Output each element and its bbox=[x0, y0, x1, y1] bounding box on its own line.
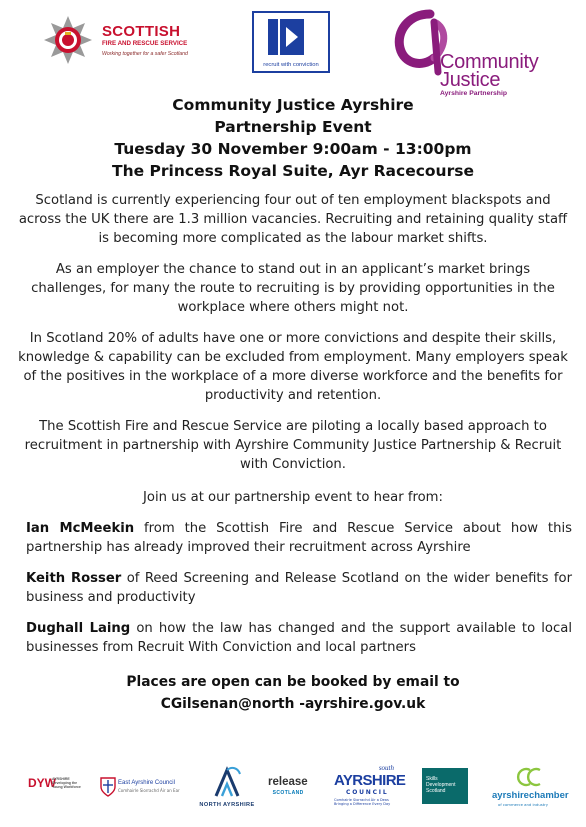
dyw-small: AYRSHIRE Developing the Young Workforce bbox=[52, 777, 81, 789]
event-title-line2: Partnership Event bbox=[214, 118, 372, 136]
paragraph-employer: As an employer the chance to stand out in an applicant’s market brings challenges, for many the route to recruiting is by providing opportunities in the workplace where others might not. bbox=[31, 262, 555, 315]
speaker-text: on how the law has changed and the support available to local businesses from Recruit With Conviction and local partners bbox=[26, 621, 572, 655]
event-venue: The Princess Royal Suite, Ayr Racecourse bbox=[112, 162, 474, 180]
recruit-with-conviction-logo bbox=[252, 11, 330, 73]
cj-line1: Community bbox=[440, 51, 539, 73]
sfrs-badge-icon bbox=[40, 14, 96, 70]
flyer-content bbox=[0, 94, 586, 715]
event-title-line1: Community Justice Ayrshire bbox=[172, 96, 414, 114]
release-scotland-logo bbox=[268, 776, 308, 796]
south-ayrshire-logo bbox=[334, 764, 406, 814]
sfrs-subtitle: FIRE AND RESCUE SERVICE bbox=[102, 40, 188, 47]
sfrs-logo bbox=[40, 14, 200, 70]
nayr-mark-icon bbox=[196, 764, 258, 800]
eac-sub: Comhairle Siorrachd Àir an Ear bbox=[118, 788, 180, 793]
speaker-item bbox=[26, 519, 572, 557]
eac-label: East Ayrshire Council bbox=[118, 780, 175, 786]
ach-sub: of commerce and industry bbox=[498, 802, 549, 807]
ach-mark-icon bbox=[492, 764, 568, 790]
sds-line1: Skills bbox=[426, 776, 438, 782]
sds-line3: Scotland bbox=[426, 788, 446, 794]
sfrs-name: SCOTTISH bbox=[102, 23, 181, 40]
speaker-name: Keith Rosser bbox=[26, 571, 122, 586]
paragraph-pilot: The Scottish Fire and Rescue Service are piloting a locally based approach to recruitment in partnership with Ayrshire Community Justice Partnership & Recruit with Conviction. bbox=[24, 419, 562, 472]
cj-line2: Justice bbox=[440, 69, 501, 91]
community-justice-logo bbox=[390, 6, 560, 97]
booking-line: Places are open can be booked by email to bbox=[126, 674, 460, 690]
sds-text bbox=[426, 776, 455, 794]
speaker-item bbox=[26, 619, 572, 657]
partner-logos bbox=[0, 760, 586, 820]
speaker-name: Ian McMeekin bbox=[26, 521, 135, 536]
rwc-label: recruit with conviction bbox=[263, 62, 319, 68]
skills-development-scotland-logo bbox=[422, 768, 468, 804]
east-ayrshire-logo bbox=[100, 777, 180, 799]
north-ayrshire-logo bbox=[196, 764, 258, 808]
speaker-text: of Reed Screening and Release Scotland on the wider benefits for business and productivity bbox=[26, 571, 572, 605]
say-small: Comhairle Siorrachd Àir a Deas Bringing a Difference Every Day bbox=[334, 798, 391, 806]
booking-email[interactable]: CGilsenan@north -ayrshire.gov.uk bbox=[160, 696, 426, 712]
dyw-label: DYW bbox=[28, 776, 56, 790]
ayrshire-chamber-logo bbox=[492, 764, 568, 810]
release-label: release bbox=[268, 776, 308, 788]
speaker-name: Dughall Laing bbox=[26, 621, 131, 636]
paragraph-join: Join us at our partnership event to hear from: bbox=[143, 490, 443, 505]
dyw-logo bbox=[28, 776, 81, 790]
paragraph-blackspots: Scotland is currently experiencing four out of ten employment blackspots and across the UK there are 1.3 million vacancies. Recruiting and retaining quality staff is becoming more complicated as the labour market shifts. bbox=[18, 193, 568, 246]
nayr-label: NORTH AYRSHIRE bbox=[199, 802, 255, 808]
header-logos bbox=[0, 0, 586, 97]
rwc-mark-icon bbox=[254, 13, 328, 63]
eac-crest-icon bbox=[100, 777, 116, 797]
speaker-item bbox=[26, 569, 572, 607]
ach-label: ayrshirechamber bbox=[492, 790, 569, 801]
cj-subtitle: Ayrshire Partnership bbox=[440, 90, 507, 97]
sfrs-tagline: Working together for a safer Scotland bbox=[102, 51, 188, 57]
paragraph-convictions: In Scotland 20% of adults have one or more convictions and despite their skills, knowledge & capability can be excluded from employment. Many employers speak of the positives in the workplace of a more diverse workforce and the benefits for productivity and retention. bbox=[18, 331, 568, 403]
say-main: AYRSHIRE bbox=[334, 772, 406, 789]
release-sub: SCOTLAND bbox=[272, 790, 304, 796]
speaker-text: from the Scottish Fire and Rescue Service about how this partnership has already improved their recruitment across Ayrshire bbox=[26, 521, 572, 555]
event-date: Tuesday 30 November 9:00am - 13:00pm bbox=[114, 140, 472, 158]
say-south: south bbox=[378, 764, 394, 772]
sds-line2: Development bbox=[426, 782, 456, 788]
say-council: COUNCIL bbox=[346, 789, 389, 796]
booking-info bbox=[0, 671, 586, 715]
